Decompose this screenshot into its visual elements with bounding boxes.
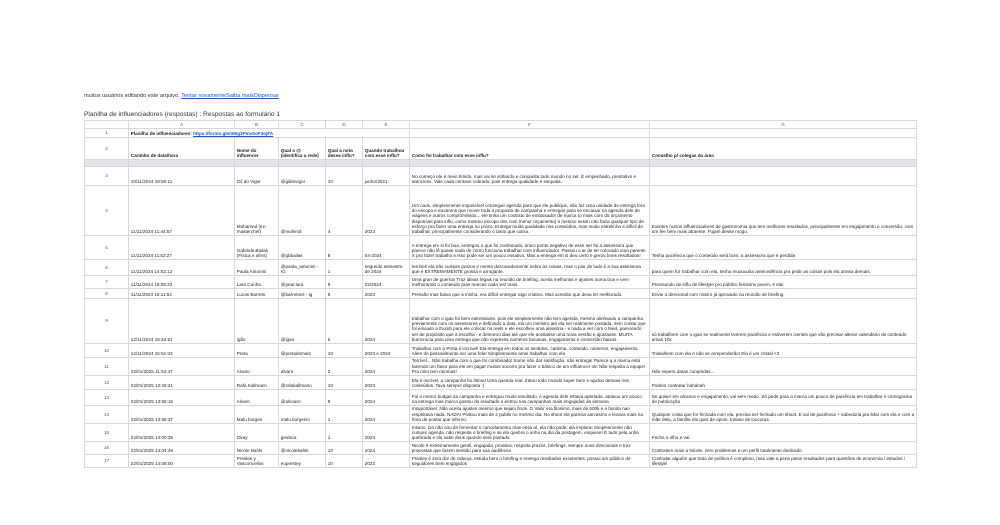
column-header-cell[interactable]: Conselho p/ colegas da área: [650, 138, 917, 160]
cell-g[interactable]: Contratem mais a Nicole, zero problemas e um perfil totalmente dedicado: [650, 442, 917, 455]
row-number[interactable]: 14: [85, 405, 129, 423]
cell-e[interactable]: segundo semestre de 2024: [363, 260, 410, 276]
learn-more-link[interactable]: Saiba mais: [226, 93, 254, 99]
cell-g[interactable]: só trabalhem com o igao se realmente tiverem paciência e estiverem cientes que vão precisar alterar calendário de conteúdo umas 10x: [650, 298, 917, 343]
cell-d[interactable]: 1: [326, 405, 363, 423]
cell-c[interactable]: @paola_antonini - IG: [279, 260, 326, 276]
cell-f[interactable]: No começo ele é meio tímido, mas vai se soltando e conquista todo mundo no set. É empenhado, prestativo e atencioso. Vale cada centavo cobrado, pois entrega qualidade e simpatia.: [410, 167, 650, 186]
cell-b[interactable]: Alvaro: [235, 389, 279, 405]
table-row: [85, 288, 917, 298]
cell-g[interactable]: Precisando de influ de lifestyle pro público feminino jovem, é ela!: [650, 276, 917, 289]
cell-e[interactable]: 2024: [363, 442, 410, 455]
cell-c[interactable]: @igao: [279, 298, 326, 343]
cell-b[interactable]: Gabriela Bailas (Física e afins): [235, 236, 279, 260]
cell-e[interactable]: 02/2024: [363, 276, 410, 289]
table-row: [85, 375, 917, 389]
cell-d[interactable]: 10: [326, 454, 363, 467]
cell-d[interactable]: 5: [326, 298, 363, 343]
cell-c[interactable]: @pretademais: [279, 343, 326, 357]
row-number[interactable]: 15: [85, 423, 129, 441]
cell-a[interactable]: 11/11/2024 14:52:12: [129, 260, 235, 276]
table-row: [85, 357, 917, 375]
table-row: [85, 405, 917, 423]
cell-d[interactable]: 1: [326, 260, 363, 276]
cell-f[interactable]: terrível! ela não cumpre prazos e mente descaradamente sobre as coisas. mas o pior de tudo é a sua assessora que é EXTREMAMENTE grossa e arrogante.: [410, 260, 650, 276]
row-number[interactable]: 7: [85, 276, 129, 289]
notice-text: muitos usuários editando este arquivo.: [84, 93, 180, 99]
cell-g[interactable]: Tenha paciência que o conteúdo será bom, a assessora que é perdida: [650, 236, 917, 260]
cell-g[interactable]: Podem contratar hahahah: [650, 375, 917, 389]
column-header-cell[interactable]: Como foi trabalhar com esse influ?: [410, 138, 650, 160]
column-letter[interactable]: G: [650, 121, 917, 129]
spreadsheet-grid[interactable]: [84, 120, 917, 468]
cell-e[interactable]: 2023: [363, 288, 410, 298]
cell-g[interactable]: Se quiser em alcance e engajamento, vai sem medo. Só pedir para a marca um pouco de paciência em trabalhar o cronograma de publicação: [650, 389, 917, 405]
cell-g[interactable]: Contratar alguém que trata de política é complexo, mas vale a pena pelos resultados para questões de economia / estudos / lifestyle: [650, 454, 917, 467]
dismiss-link[interactable]: Dispensar: [253, 93, 279, 99]
row-number[interactable]: 8: [85, 288, 129, 298]
cell-d[interactable]: 10: [326, 343, 363, 357]
cell-c[interactable]: gessica: [279, 423, 326, 441]
cell-e[interactable]: 2023: [363, 423, 410, 441]
cell-a[interactable]: 22/01/2025 13:55:15: [129, 389, 235, 405]
cell-a[interactable]: 22/01/2025 11:54:47: [129, 357, 235, 375]
row-number[interactable]: 4: [85, 186, 129, 236]
cell-g[interactable]: Qualquer coisa que for fechada com ela, precisa ser fechado um shoot. E vai de paciência + sabedoria pra lidar com ela e com a mãe dela, a família ela quer de apoio. Insano de loucuras.: [650, 405, 917, 423]
cell-c[interactable]: @nicolebahls: [279, 442, 326, 455]
table-row: [85, 423, 917, 441]
row-number[interactable]: 16: [85, 442, 129, 455]
cell[interactable]: [326, 160, 363, 167]
row-number[interactable]: 10: [85, 343, 129, 357]
select-all-corner[interactable]: [85, 121, 129, 129]
cell-f[interactable]: Presley é zero dor de cabeça, estuda bem o briefing e entrega resultados excelentes, possui um público de seguidores bem engajados: [410, 454, 650, 467]
cell-c[interactable]: @mohindi: [279, 186, 326, 236]
cell-sheet-link[interactable]: [129, 129, 410, 138]
cell-e[interactable]: 2022: [363, 454, 410, 467]
table-row: [85, 389, 917, 405]
cell-f[interactable]: Ela é incrível, a campanha foi ótima! Uma querida real, tratou todo mundo super bem e ajudou demais nos conteúdos. Tava sempre disposta :): [410, 375, 650, 389]
cell-a[interactable]: 22/01/2025 14:00:39: [129, 423, 235, 441]
row-number[interactable]: 9: [85, 298, 129, 343]
cell-f[interactable]: A entrega em si foi boa, entregou o que foi combinado, único ponto negativo de esse ser foi a assessora que parece não lê quase nada de como funciona trabalhar com influenciador. Passou o ar de ter colocado uma parente X pra fazer trabalho e isso pode ser um pouco essativo. Mas a entrega em si deu certo e gerou bons resultados!: [410, 236, 650, 260]
table-header-row: [85, 138, 917, 160]
table-row: [85, 236, 917, 260]
cell-f[interactable]: Insano. Do não sou de fomentar o cancelamento mas essa aí, ela não pode, ela implora! Simplesmente não cumpre agenda, não respeita o briefing e se ela quebra o unha na dia da postagem, esquece! É tudo pela unha quebrada e ela sabe deus quando será postado.: [410, 423, 650, 441]
cell-a[interactable]: 11/11/2024 18:11:52: [129, 288, 235, 298]
cell-f[interactable]: Terrível... Não trabalha com o que foi combinado! Some não dar satisfação, não entrega! Parece q a marca está fazendo um favor para ele em pagar muitos socorro pra fazer o básico de um influencer ok! Não respeita a equipe! Pra mim tem ruinmas!: [410, 357, 650, 375]
cell-g[interactable]: para quem for trabalhar com ela, tenha muuuuuita antecedência pra pedir as coisas pois ela atrasa demais.: [650, 260, 917, 276]
cell-f[interactable]: Foi o menor budget da campanha e entregou muito resultado. A agenda dele estava apertada, atrasou um pouco na entrega mas marca gostou do resultado e entrou nas campanhas mais engajadas da semana: [410, 389, 650, 405]
cell-b[interactable]: Malu borges: [235, 405, 279, 423]
column-letter[interactable]: C: [279, 121, 326, 129]
cell-a[interactable]: 10/11/2024 18:50:11: [129, 167, 235, 186]
row-number[interactable]: 6: [85, 260, 129, 276]
cell-d[interactable]: 2: [326, 357, 363, 375]
cell-b[interactable]: Alvaro: [235, 357, 279, 375]
cell-g[interactable]: Existem outros influenciadores de gastronomia que tem melhores resultados, principalmente em engajamento e conversão, com um fee bem mais atraente. Fujam desse mogo.: [650, 186, 917, 236]
cell-b[interactable]: Mohamed (ex-masterchef): [235, 186, 279, 236]
column-header-cell[interactable]: Nome do influencer: [235, 138, 279, 160]
column-header-cell[interactable]: Quando trabalhou com esse influ?: [363, 138, 410, 160]
cell-a[interactable]: 22/01/2025 12:26:21: [129, 375, 235, 389]
cell-e[interactable]: 2024: [363, 298, 410, 343]
retry-link[interactable]: Tentar novamente: [181, 93, 227, 99]
sheet-title: Planilha de influenciadores (respostas) : Respostas ao formulário 1: [84, 111, 281, 118]
cell-b[interactable]: Gkay: [235, 423, 279, 441]
cell[interactable]: [129, 160, 235, 167]
cell-d[interactable]: 9: [326, 389, 363, 405]
cell-c[interactable]: @gbbailas: [279, 236, 326, 260]
table-row: [85, 167, 917, 186]
cell[interactable]: [650, 129, 917, 138]
table-row: [85, 129, 917, 138]
cell-b[interactable]: igão: [235, 298, 279, 343]
cell-c[interactable]: malu.borgesm: [279, 405, 326, 423]
column-header-cell[interactable]: Carimbo de data/hora: [129, 138, 235, 160]
table-row: [85, 298, 917, 343]
cell-e[interactable]: 2024: [363, 389, 410, 405]
cell-e[interactable]: 2023: [363, 375, 410, 389]
table-row: [85, 276, 917, 289]
cell-g[interactable]: Trabalhem com ela e não se arrependerão! Ela é um cristal <3: [650, 343, 917, 357]
table-row: [85, 343, 917, 357]
cell-d[interactable]: 10: [326, 167, 363, 186]
cell-g[interactable]: [650, 167, 917, 186]
cell-f[interactable]: Nicole é extremamente gentil, engajada, proativa, respeita prazos, briefings, sempre ouve direcionais e traz propostas que fazem sentido para sua audiência: [410, 442, 650, 455]
row-number[interactable]: 3: [85, 167, 129, 186]
cell-e[interactable]: junho/2021: [363, 167, 410, 186]
row-number[interactable]: 13: [85, 389, 129, 405]
row-number[interactable]: 1: [85, 129, 129, 138]
cell-a[interactable]: 22/01/2025 13:58:37: [129, 405, 235, 423]
row-number[interactable]: 2: [85, 138, 129, 160]
cell-b[interactable]: Gil do Vigor: [235, 167, 279, 186]
column-letter[interactable]: E: [363, 121, 410, 129]
cell-g[interactable]: Envie o direcional com roteiro já aprovado na reunião de briefing.: [650, 288, 917, 298]
table-row: [85, 454, 917, 467]
cell-d[interactable]: 9: [326, 276, 363, 289]
column-header-cell[interactable]: Qual o @ (identifica a rede): [279, 138, 326, 160]
cell-b[interactable]: Preta: [235, 343, 279, 357]
cell-f[interactable]: Insuportável. Não aceita ajustes mesmo que sejam finos. O Valor era filosimo, mais de 600k e a bonita nao respeitava nada. NADA! Postou mais de 2 publis no mesmo dia. No shoot ela parecia sarcasmo e levava mais na hora de postar que inferno.: [410, 405, 650, 423]
cell-e[interactable]: 2023 e 2024: [363, 343, 410, 357]
cell-a[interactable]: 12/11/2024 15:51:03: [129, 343, 235, 357]
cell-a[interactable]: 11/11/2024 11:44:57: [129, 186, 235, 236]
cell-d[interactable]: 10: [326, 375, 363, 389]
sheet-link-label: Planilha de influenciadores:: [130, 131, 192, 137]
cell-c[interactable]: @pear.lara: [279, 276, 326, 289]
cell-a[interactable]: 22/01/2025 14:08:00: [129, 454, 235, 467]
cell[interactable]: [410, 129, 650, 138]
row-number[interactable]: 12: [85, 375, 129, 389]
cell-c[interactable]: @barretovs - ig: [279, 288, 326, 298]
cell-e[interactable]: 04-2024: [363, 236, 410, 260]
cell-f[interactable]: Trabalhar com a Preta é incrível! Ela entrega em todos os sentidos, carisma, conteúdo, números, engajamento. Além de pessoalmente ser uma fofa! Simplesmente amei trabalhar com ela: [410, 343, 650, 357]
cell-c[interactable]: euprestey: [279, 454, 326, 467]
cell-d[interactable]: 10: [326, 442, 363, 455]
cell[interactable]: [363, 160, 410, 167]
cell-e[interactable]: 2024: [363, 405, 410, 423]
cell-a[interactable]: 11/11/2024 18:06:23: [129, 276, 235, 289]
cell-c[interactable]: @alvoaro: [279, 389, 326, 405]
cell[interactable]: [279, 160, 326, 167]
row-number[interactable]: 11: [85, 357, 129, 375]
cell-f[interactable]: Uma gran de guerria! Traz ideias legais na reunião de briefing, aceita melhorias e ajustes numa boa e vem melhorando o conteúdo pras marcas cada vez mais.: [410, 276, 650, 289]
cell[interactable]: [410, 160, 650, 167]
frozen-divider-row: [85, 160, 917, 167]
cell-b[interactable]: Preslee y Vasconcellos: [235, 454, 279, 467]
cell-b[interactable]: Rafa Kallmann: [235, 375, 279, 389]
cell-b[interactable]: Lucas Barreto: [235, 288, 279, 298]
collaboration-notice-bar: [84, 91, 916, 102]
cell-f[interactable]: Um caos, simplesmente impossível conseguir agenda para que ele publique, não faz uma unidade de entrega fora do escopo e travamos que mover toda a proposta de campanha e entregas para se encaixar na agenda dele de viagens e outros compromissos... ele tinha um contrato de embaixador de marca (o mais caro do orçamento disponível para influ, como mesmo escopo dos com menor orçamento) e mesmo assim não fazia qualquer tipo de esforço pra fazer uma entrega no prazo. Entrega muita qualidade nos conteúdos, mas muito estrelinha e difícil de trabalhar, principalmente considerando o tanto que cobra.: [410, 186, 650, 236]
column-letter[interactable]: F: [410, 121, 650, 129]
row-number[interactable]: 5: [85, 236, 129, 260]
cell-c[interactable]: alvaro: [279, 357, 326, 375]
column-letter[interactable]: B: [235, 121, 279, 129]
cell-d[interactable]: 4: [326, 186, 363, 236]
column-letter[interactable]: D: [326, 121, 363, 129]
cell-g[interactable]: Não espere datas cumpridas...: [650, 357, 917, 375]
cell-d[interactable]: 6: [326, 288, 363, 298]
cell-e[interactable]: 2024: [363, 357, 410, 375]
column-header-cell[interactable]: Qual a nota desse influ?: [326, 138, 363, 160]
column-letter-header: [85, 121, 917, 129]
form-link[interactable]: https://forms.gle/3Wg3PmvZoF3ojFA: [193, 131, 274, 137]
table-row: [85, 260, 917, 276]
row-number[interactable]: [85, 160, 129, 167]
column-letter[interactable]: A: [129, 121, 235, 129]
cell-e[interactable]: 2023: [363, 186, 410, 236]
cell-c[interactable]: @rafakallmann: [279, 375, 326, 389]
cell-b[interactable]: Nicole Bahls: [235, 442, 279, 455]
cell-f[interactable]: trabalhar com o igao foi bem estressante, pois ele simplesmente não tem agenda, mesmo alinhando a campanha previamente com os assessores e definindo a data, ela um minístro até ela ser realmente postada. sem contar que foi enviado a thumb para ele colocar no reels e ele escolheu uma aleatória - e nada a ver com o feed, parecendo ser de propósito que a escolha - e demorou dias até que ele aceitasse uma nova versão e ajustasse. MUITA burocracia para uma entrega que não expressa números bacanas, engajamento e conversão baixos.: [410, 298, 650, 343]
cell-g[interactable]: Fecha o olho e vai.: [650, 423, 917, 441]
cell-b[interactable]: Paola Antonini: [235, 260, 279, 276]
cell-a[interactable]: 11/11/2024 11:52:27: [129, 236, 235, 260]
cell[interactable]: [650, 160, 917, 167]
cell-c[interactable]: @gildovigor: [279, 167, 326, 186]
cell[interactable]: [235, 160, 279, 167]
cell-d[interactable]: 8: [326, 236, 363, 260]
table-row: [85, 442, 917, 455]
row-number[interactable]: 17: [85, 454, 129, 467]
cell-f[interactable]: Pressão mas baixa que a minha, era difícil entregar algo criativo. Mas acredito que deva ter melhorado.: [410, 288, 650, 298]
cell-d[interactable]: 1: [326, 423, 363, 441]
cell-b[interactable]: Lara Cunha: [235, 276, 279, 289]
table-row: [85, 186, 917, 236]
cell-a[interactable]: 22/01/2025 14:04:49: [129, 442, 235, 455]
cell-a[interactable]: 12/11/2024 15:42:51: [129, 298, 235, 343]
